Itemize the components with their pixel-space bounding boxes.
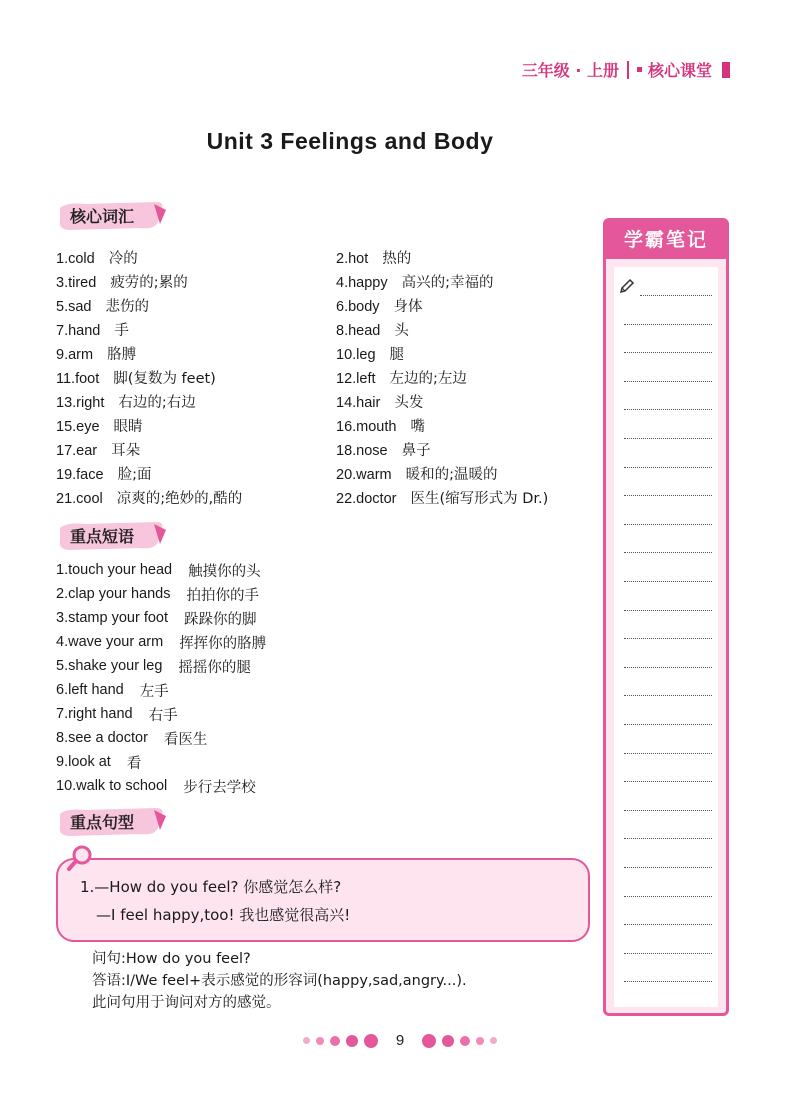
note-line-dotted — [624, 467, 712, 468]
note-line-dotted — [624, 781, 712, 782]
phrase-meaning: 跺跺你的脚 — [184, 611, 257, 628]
footer-dot — [316, 1037, 324, 1045]
phrase-meaning: 右手 — [148, 707, 178, 724]
sentences-section-label: 重点句型 — [70, 813, 135, 832]
unit-title: Unit 3 Feelings and Body — [206, 128, 494, 154]
vocab-row — [56, 485, 616, 509]
phrase-item — [56, 678, 266, 702]
note-line-dotted — [624, 810, 712, 811]
vocab-word: 16.mouth — [336, 418, 397, 435]
note-line-dotted — [624, 438, 712, 439]
vocab-item — [56, 295, 336, 316]
vocab-meaning: 悲伤的 — [105, 298, 149, 315]
sentence-answer: —I feel happy,too! 我也感觉很高兴! — [96, 906, 351, 924]
phrase-meaning: 看 — [126, 755, 142, 772]
sidebar-title: 学霸笔记 — [606, 221, 726, 259]
vocab-row — [56, 413, 616, 437]
phrase-item — [56, 630, 266, 654]
vocab-item — [56, 487, 336, 508]
phrase-meaning: 拍拍你的手 — [186, 587, 259, 604]
footer-dot — [364, 1034, 378, 1048]
vocab-row — [56, 437, 616, 461]
phrase-item — [56, 774, 266, 798]
vocab-item — [336, 343, 616, 364]
phrase-english: 5.shake your leg — [56, 658, 163, 674]
phrase-meaning: 左手 — [139, 683, 169, 700]
vocab-meaning: 医生(缩写形式为 Dr.) — [410, 490, 549, 507]
vocab-meaning: 脸;面 — [117, 466, 152, 483]
phrase-english: 1.touch your head — [56, 562, 173, 578]
vocab-meaning: 眼睛 — [113, 418, 143, 435]
vocab-word: 10.leg — [336, 346, 376, 363]
sentence-notes — [92, 948, 467, 1014]
vocab-item — [336, 271, 616, 292]
note-line-dotted — [624, 581, 712, 582]
vocab-word: 9.arm — [56, 346, 94, 363]
phrase-meaning: 挥挥你的胳膊 — [179, 635, 267, 652]
vocab-item — [56, 319, 336, 340]
vocab-word: 19.face — [56, 466, 104, 483]
note-line: 此问句用于询问对方的感觉。 — [92, 995, 281, 1011]
vocab-meaning: 头 — [394, 322, 409, 339]
phrase-english: 10.walk to school — [56, 778, 168, 794]
vocab-word: 8.head — [336, 322, 381, 339]
vocab-word: 1.cold — [56, 250, 95, 267]
vocab-word: 4.happy — [336, 274, 388, 291]
vocab-word: 17.ear — [56, 442, 98, 459]
vocab-section-label: 核心词汇 — [70, 207, 135, 226]
vocab-meaning: 脚(复数为 feet) — [113, 370, 216, 387]
vocab-item — [56, 415, 336, 436]
vocab-item — [336, 439, 616, 460]
notes-paper — [614, 267, 718, 1007]
note-line-dotted — [624, 495, 712, 496]
note-line-dotted — [624, 838, 712, 839]
phrases-section-label: 重点短语 — [70, 527, 135, 546]
vocab-meaning: 热的 — [382, 250, 412, 267]
note-line-dotted — [624, 638, 712, 639]
vocab-word: 5.sad — [56, 298, 92, 315]
vocab-item — [336, 319, 616, 340]
magnifier-icon — [66, 844, 94, 872]
vocab-meaning: 身体 — [393, 298, 423, 315]
note-line-dotted — [624, 409, 712, 410]
vocab-row — [56, 317, 616, 341]
footer-dot — [442, 1035, 454, 1047]
note-line-dotted — [624, 352, 712, 353]
phrase-item — [56, 654, 266, 678]
note-line-dotted — [624, 610, 712, 611]
vocab-meaning: 高兴的;幸福的 — [401, 274, 494, 291]
note-line-dotted — [624, 381, 712, 382]
note-line-dotted — [624, 524, 712, 525]
header-dot — [637, 67, 642, 72]
vocab-meaning: 手 — [114, 322, 129, 339]
phrase-meaning: 摇摇你的腿 — [178, 659, 251, 676]
note-line: 答语:I/We feel+表示感觉的形容词(happy,sad,angry...). — [92, 973, 467, 989]
page-number: 9 — [395, 1032, 405, 1049]
note-line-dotted — [624, 953, 712, 954]
page-header — [522, 58, 730, 81]
footer-dot — [460, 1036, 470, 1046]
vocab-meaning: 暖和的;温暖的 — [405, 466, 498, 483]
vocab-row — [56, 245, 616, 269]
vocab-item — [336, 487, 616, 508]
phrase-item — [56, 606, 266, 630]
note-line-dotted — [624, 324, 712, 325]
vocab-word: 7.hand — [56, 322, 101, 339]
vocab-item — [56, 439, 336, 460]
vocab-meaning: 胳膊 — [107, 346, 137, 363]
phrase-english: 4.wave your arm — [56, 634, 164, 650]
vocab-item — [56, 247, 336, 268]
sentences-section-tag — [56, 806, 166, 836]
phrase-meaning: 看医生 — [163, 731, 208, 748]
vocab-meaning: 凉爽的;绝妙的,酷的 — [116, 490, 243, 507]
pencil-icon — [618, 277, 636, 295]
vocab-item — [336, 463, 616, 484]
notes-sidebar — [603, 218, 729, 1016]
note-line-dotted — [624, 867, 712, 868]
phrase-item — [56, 750, 266, 774]
vocab-word: 13.right — [56, 394, 105, 411]
vocab-meaning: 冷的 — [108, 250, 138, 267]
vocab-word: 20.warm — [336, 466, 392, 483]
phrase-item — [56, 558, 266, 582]
vocab-word: 3.tired — [56, 274, 97, 291]
vocab-section-tag — [56, 200, 166, 230]
vocab-item — [56, 463, 336, 484]
vocab-row — [56, 365, 616, 389]
vocab-row — [56, 461, 616, 485]
vocab-item — [336, 367, 616, 388]
phrase-english: 7.right hand — [56, 706, 133, 722]
vocab-word: 6.body — [336, 298, 380, 315]
vocab-item — [56, 391, 336, 412]
phrase-english: 9.look at — [56, 754, 111, 770]
vocab-meaning: 耳朵 — [111, 442, 141, 459]
vocab-meaning: 疲劳的;累的 — [110, 274, 188, 291]
page-footer — [0, 1032, 800, 1049]
note-line-dotted — [624, 753, 712, 754]
vocab-meaning: 鼻子 — [401, 442, 431, 459]
footer-dot — [303, 1037, 310, 1044]
vocab-word: 2.hot — [336, 250, 369, 267]
vocab-meaning: 嘴 — [410, 418, 425, 435]
vocab-item — [336, 391, 616, 412]
vocab-item — [336, 295, 616, 316]
vocab-word: 18.nose — [336, 442, 388, 459]
grade-label: 三年级 · 上册 — [521, 61, 619, 80]
vocab-meaning: 头发 — [394, 394, 424, 411]
vocab-word: 15.eye — [56, 418, 100, 435]
note-line-dotted — [624, 667, 712, 668]
note-line-dotted — [640, 295, 712, 296]
vocab-word: 14.hair — [336, 394, 381, 411]
vocab-meaning: 右边的;右边 — [118, 394, 196, 411]
note-line-dotted — [624, 695, 712, 696]
phrase-english: 2.clap your hands — [56, 586, 171, 602]
note-line-dotted — [624, 552, 712, 553]
phrase-item — [56, 582, 266, 606]
footer-dot — [330, 1036, 340, 1046]
note-line-dotted — [624, 924, 712, 925]
key-sentence-box — [56, 858, 590, 942]
footer-dot — [346, 1035, 358, 1047]
vocab-item — [56, 271, 336, 292]
vocab-list — [56, 245, 616, 509]
phrases-section-tag — [56, 520, 166, 550]
sentence-question: 1.—How do you feel? 你感觉怎么样? — [80, 878, 342, 896]
vocab-word: 12.left — [336, 370, 376, 387]
vocab-item — [56, 367, 336, 388]
vocab-meaning: 腿 — [389, 346, 405, 363]
phrase-meaning: 步行去学校 — [183, 779, 256, 796]
footer-dot — [422, 1034, 436, 1048]
vocab-row — [56, 293, 616, 317]
section-label: 核心课堂 — [647, 61, 712, 80]
vocab-meaning: 左边的;左边 — [389, 370, 467, 387]
phrase-english: 8.see a doctor — [56, 730, 148, 746]
phrase-item — [56, 726, 266, 750]
header-divider — [627, 61, 629, 79]
vocab-row — [56, 389, 616, 413]
phrase-list — [56, 558, 266, 798]
header-bar — [722, 62, 730, 78]
footer-dot — [476, 1037, 484, 1045]
phrase-meaning: 触摸你的头 — [188, 563, 261, 580]
phrase-item — [56, 702, 266, 726]
note-line: 问句:How do you feel? — [92, 951, 251, 967]
vocab-item — [56, 343, 336, 364]
vocab-item — [336, 247, 616, 268]
vocab-row — [56, 269, 616, 293]
vocab-word: 22.doctor — [336, 490, 397, 507]
vocab-row — [56, 341, 616, 365]
phrase-english: 6.left hand — [56, 682, 124, 698]
footer-dot — [490, 1037, 497, 1044]
note-line-dotted — [624, 724, 712, 725]
phrase-english: 3.stamp your foot — [56, 610, 169, 626]
vocab-word: 21.cool — [56, 490, 103, 507]
vocab-item — [336, 415, 616, 436]
note-line-dotted — [624, 981, 712, 982]
note-line-dotted — [624, 896, 712, 897]
vocab-word: 11.foot — [56, 370, 100, 387]
